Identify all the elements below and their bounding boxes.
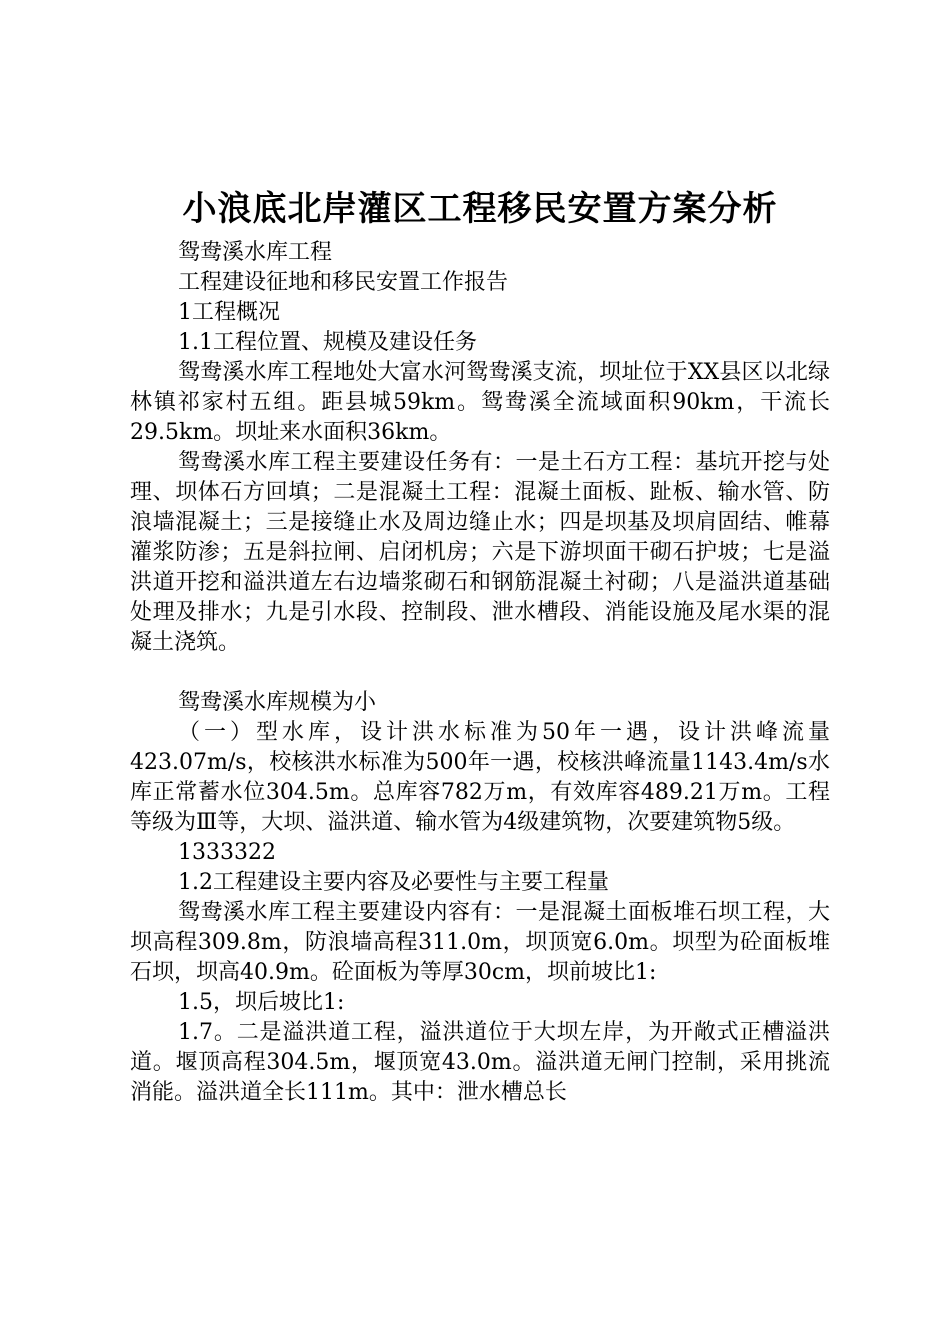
document-body <box>130 238 830 1108</box>
project-name-line: 鸳鸯溪水库工程 <box>178 240 333 265</box>
paragraph-location: 鸳鸯溪水库工程地处大富水河鸳鸯溪支流，坝址位于XX县区以北绿林镇祁家村五组。距县城59km。鸳鸯溪全流域面积90km，干流长29.5km。坝址来水面积36km。 <box>130 360 830 445</box>
paragraph-construction-tasks: 鸳鸯溪水库工程主要建设任务有：一是土石方工程：基坑开挖与处理、坝体石方回填；二是混凝土工程：混凝土面板、趾板、输水管、防浪墙混凝土；三是接缝止水及周边缝止水；四是坝基及坝肩固结、帷幕灌浆防渗；五是斜拉闸、启闭机房；六是下游坝面干砌石护坡；七是溢洪道开挖和溢洪道左右边墙浆砌石和钢筋混凝土衬砌；八是溢洪道基础处理及排水；九是引水段、控制段、泄水槽段、消能设施及尾水渠的混凝土浇筑。 <box>130 450 830 655</box>
section-heading-1-2: 1.2工程建设主要内容及必要性与主要工程量 <box>178 870 609 895</box>
paragraph-dam-works: 鸳鸯溪水库工程主要建设内容有：一是混凝土面板堆石坝工程，大坝高程309.8m，防浪墙高程311.0m，坝顶宽6.0m。坝型为砼面板堆石坝，坝高40.9m。砼面板为等厚30cm，坝前坡比1: <box>130 900 830 985</box>
report-title-line: 工程建设征地和移民安置工作报告 <box>178 270 509 295</box>
paragraph-spillway: 1.7。二是溢洪道工程，溢洪道位于大坝左岸，为开敞式正槽溢洪道。堰顶高程304.5m，堰顶宽43.0m。溢洪道无闸门控制，采用挑流消能。溢洪道全长111m。其中：泄水槽总长 <box>130 1020 830 1105</box>
paragraph-gap <box>130 658 830 688</box>
document-title: 小浪底北岸灌区工程移民安置方案分析 <box>182 189 778 229</box>
section-heading-1: 1工程概况 <box>178 300 280 325</box>
paragraph-scale: 鸳鸯溪水库规模为小 <box>178 690 377 715</box>
paragraph-flood-standard: （一）型水库，设计洪水标准为50年一遇，设计洪峰流量423.07m/s，校核洪水标准为500年一遇，校核洪峰流量1143.4m/s水库正常蓄水位304.5m。总库容782万m，有效库容489.21万m。工程等级为Ⅲ等，大坝、溢洪道、输水管为4级建筑物，次要建筑物5级。 <box>130 720 830 835</box>
section-heading-1-1: 1.1工程位置、规模及建设任务 <box>178 330 477 355</box>
number-line: 1333322 <box>178 840 276 865</box>
paragraph-slope-ratio: 1.5，坝后坡比1: <box>178 990 345 1015</box>
